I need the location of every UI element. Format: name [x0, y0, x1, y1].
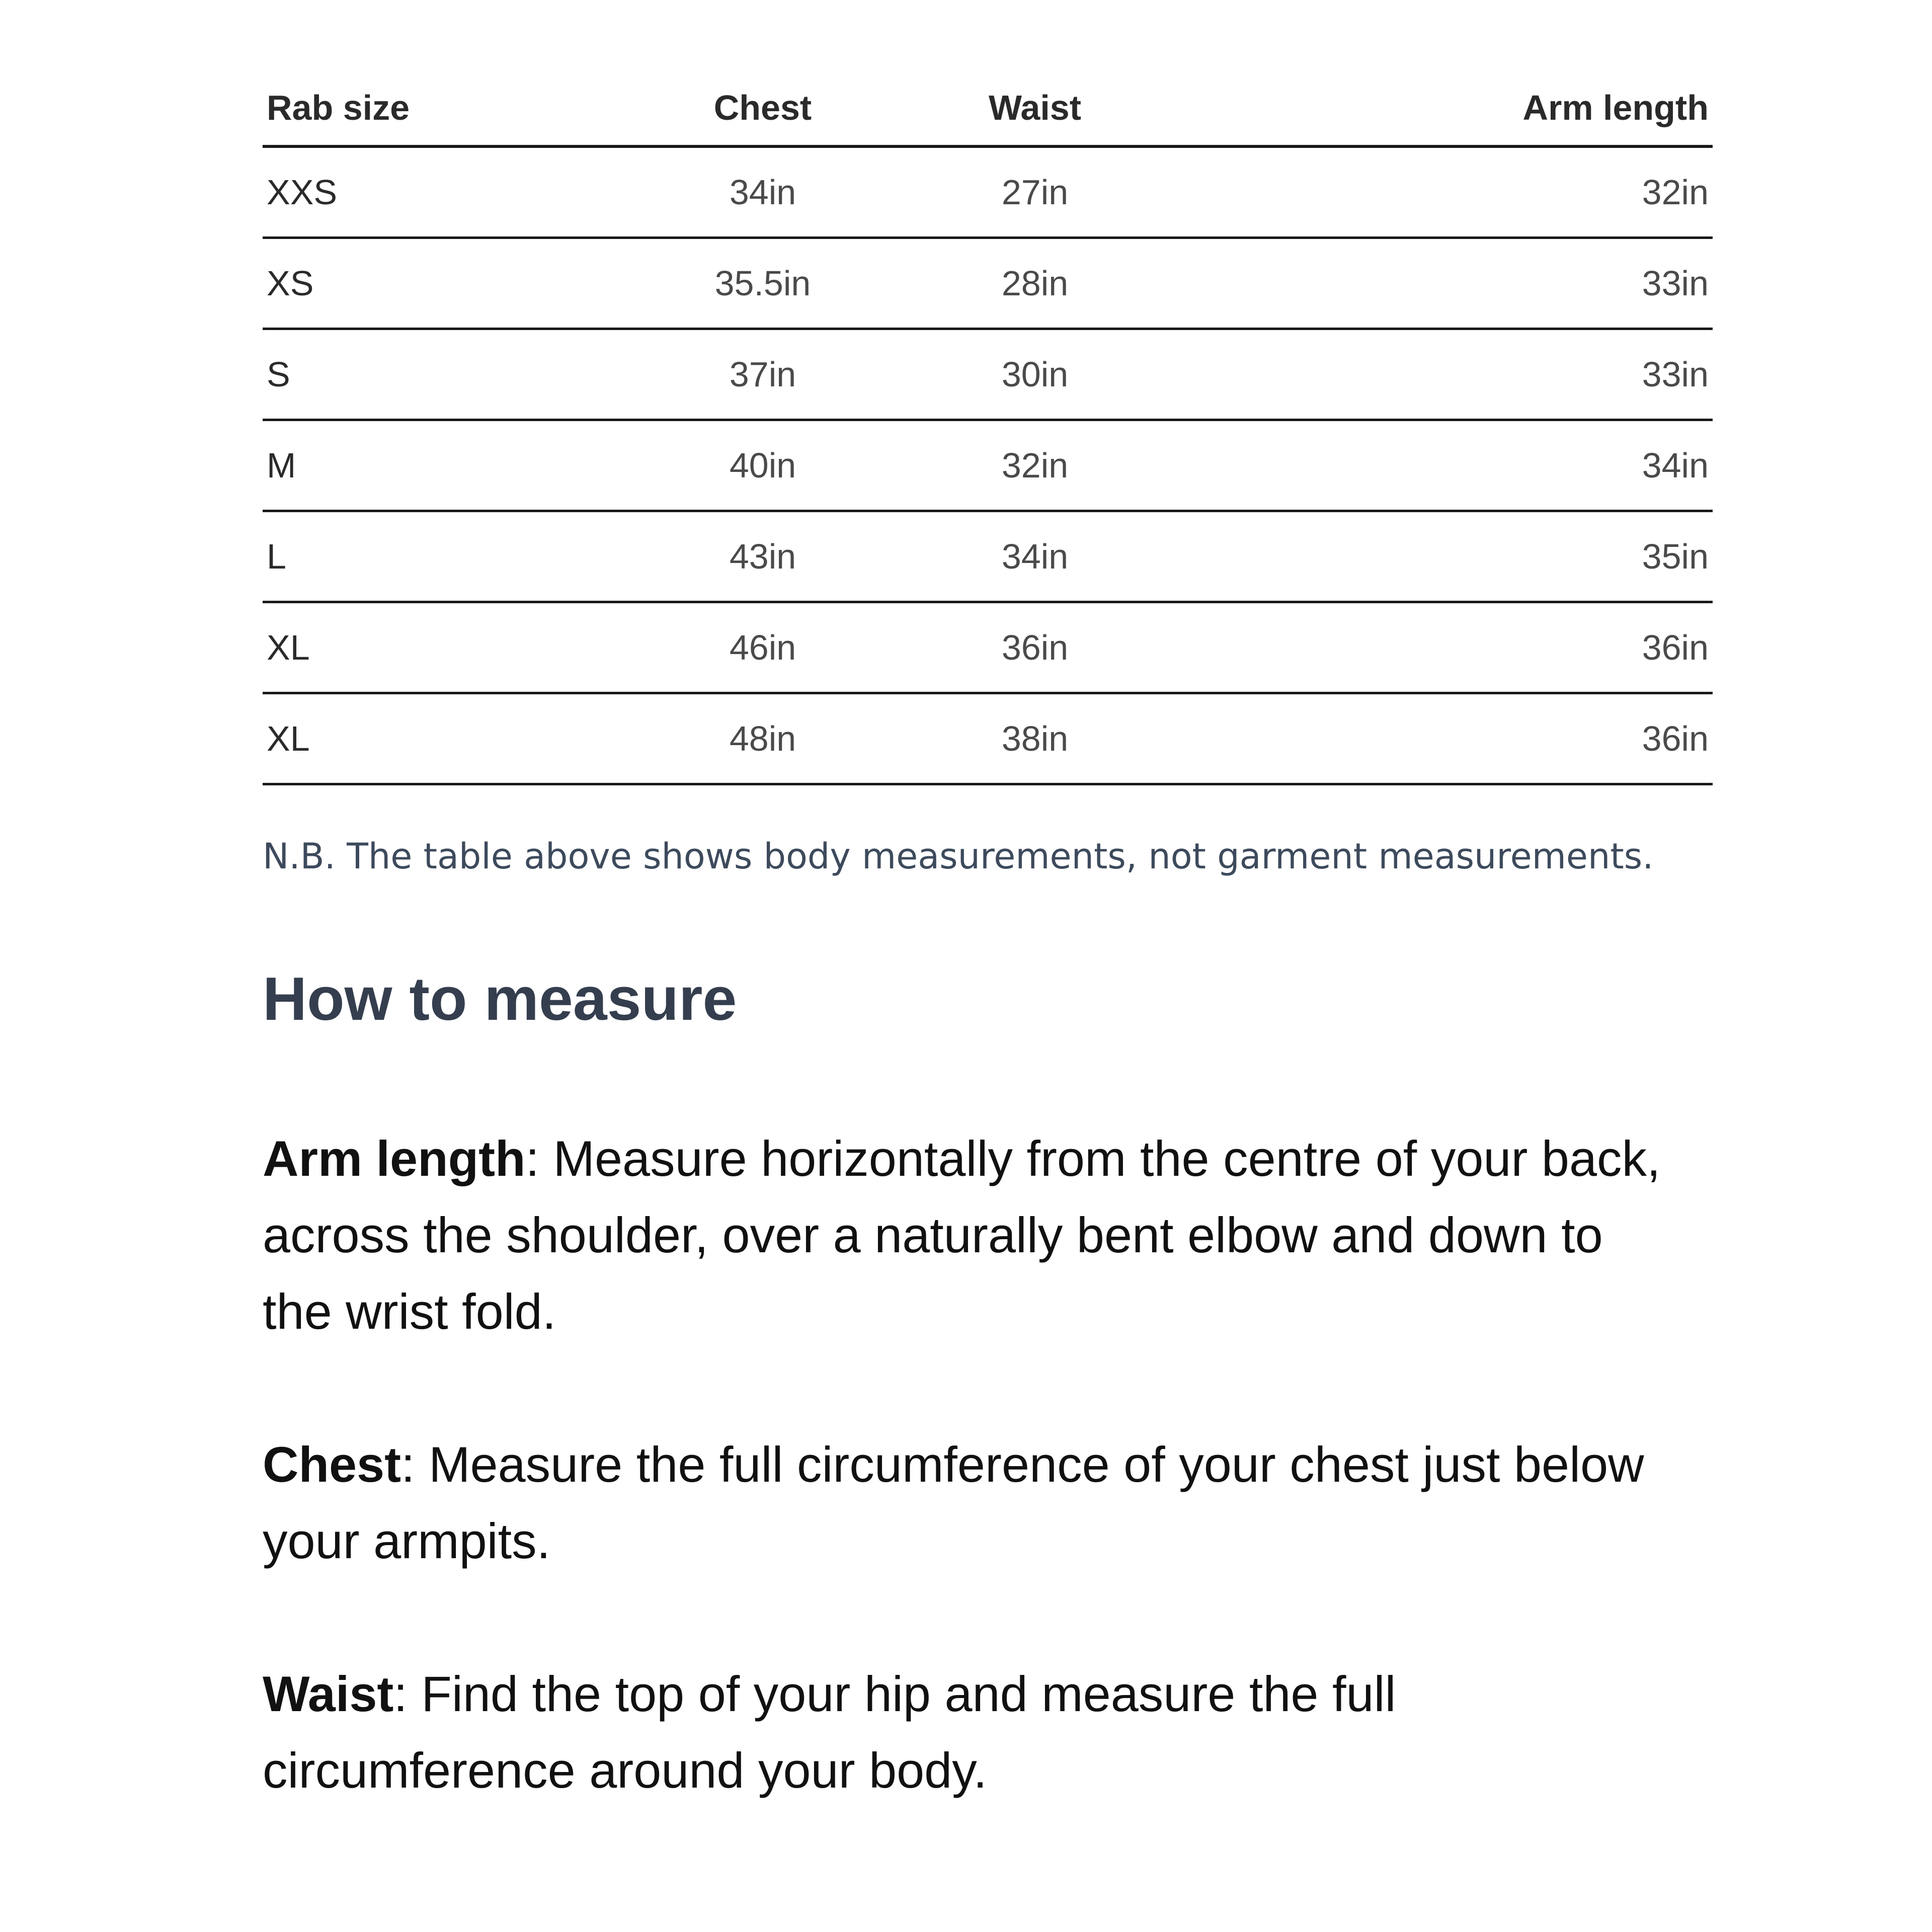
cell-chest: 37in — [623, 329, 903, 420]
cell-chest: 46in — [623, 602, 903, 693]
table-row — [263, 602, 1713, 693]
measurement-note: N.B. The table above shows body measurements, not garment measurements. — [263, 836, 1654, 877]
cell-arm-length: 33in — [1167, 329, 1713, 420]
header-arm-length: Arm length — [1167, 70, 1713, 146]
cell-size: S — [263, 329, 623, 420]
cell-arm-length: 34in — [1167, 420, 1713, 511]
cell-arm-length: 36in — [1167, 602, 1713, 693]
cell-waist: 28in — [903, 238, 1167, 329]
cell-waist: 36in — [903, 602, 1167, 693]
cell-arm-length: 33in — [1167, 238, 1713, 329]
chest-term: Chest — [263, 1436, 401, 1493]
arm-length-instruction — [263, 1120, 1680, 1350]
cell-chest: 48in — [623, 693, 903, 784]
header-rab-size: Rab size — [263, 70, 623, 146]
header-waist: Waist — [903, 70, 1167, 146]
table-row — [263, 329, 1713, 420]
cell-waist: 34in — [903, 511, 1167, 602]
how-to-measure-heading: How to measure — [263, 964, 737, 1033]
waist-term: Waist — [263, 1666, 394, 1722]
cell-chest: 40in — [623, 420, 903, 511]
chest-instruction — [263, 1426, 1680, 1579]
table-row — [263, 511, 1713, 602]
waist-text: : Find the top of your hip and measure the full circumference around your body. — [263, 1666, 1396, 1799]
arm-length-text: : Measure horizontally from the centre of your back, across the shoulder, over a naturally bent elbow and down to the wrist fold. — [263, 1131, 1661, 1340]
table-row — [263, 238, 1713, 329]
cell-size: XXS — [263, 146, 623, 238]
cell-size: XS — [263, 238, 623, 329]
waist-instruction — [263, 1656, 1680, 1809]
cell-arm-length: 35in — [1167, 511, 1713, 602]
cell-arm-length: 36in — [1167, 693, 1713, 784]
arm-length-term: Arm length — [263, 1131, 526, 1187]
cell-waist: 30in — [903, 329, 1167, 420]
cell-chest: 35.5in — [623, 238, 903, 329]
cell-size: M — [263, 420, 623, 511]
cell-size: XL — [263, 693, 623, 784]
cell-waist: 32in — [903, 420, 1167, 511]
cell-size: XL — [263, 602, 623, 693]
cell-waist: 27in — [903, 146, 1167, 238]
cell-chest: 43in — [623, 511, 903, 602]
cell-chest: 34in — [623, 146, 903, 238]
table-row — [263, 146, 1713, 238]
table-row — [263, 420, 1713, 511]
size-guide — [263, 0, 1709, 1809]
table-header-row — [263, 70, 1713, 146]
header-chest: Chest — [623, 70, 903, 146]
chest-text: : Measure the full circumference of your chest just below your armpits. — [263, 1436, 1644, 1569]
cell-arm-length: 32in — [1167, 146, 1713, 238]
size-table — [263, 70, 1713, 785]
cell-waist: 38in — [903, 693, 1167, 784]
table-row — [263, 693, 1713, 784]
cell-size: L — [263, 511, 623, 602]
